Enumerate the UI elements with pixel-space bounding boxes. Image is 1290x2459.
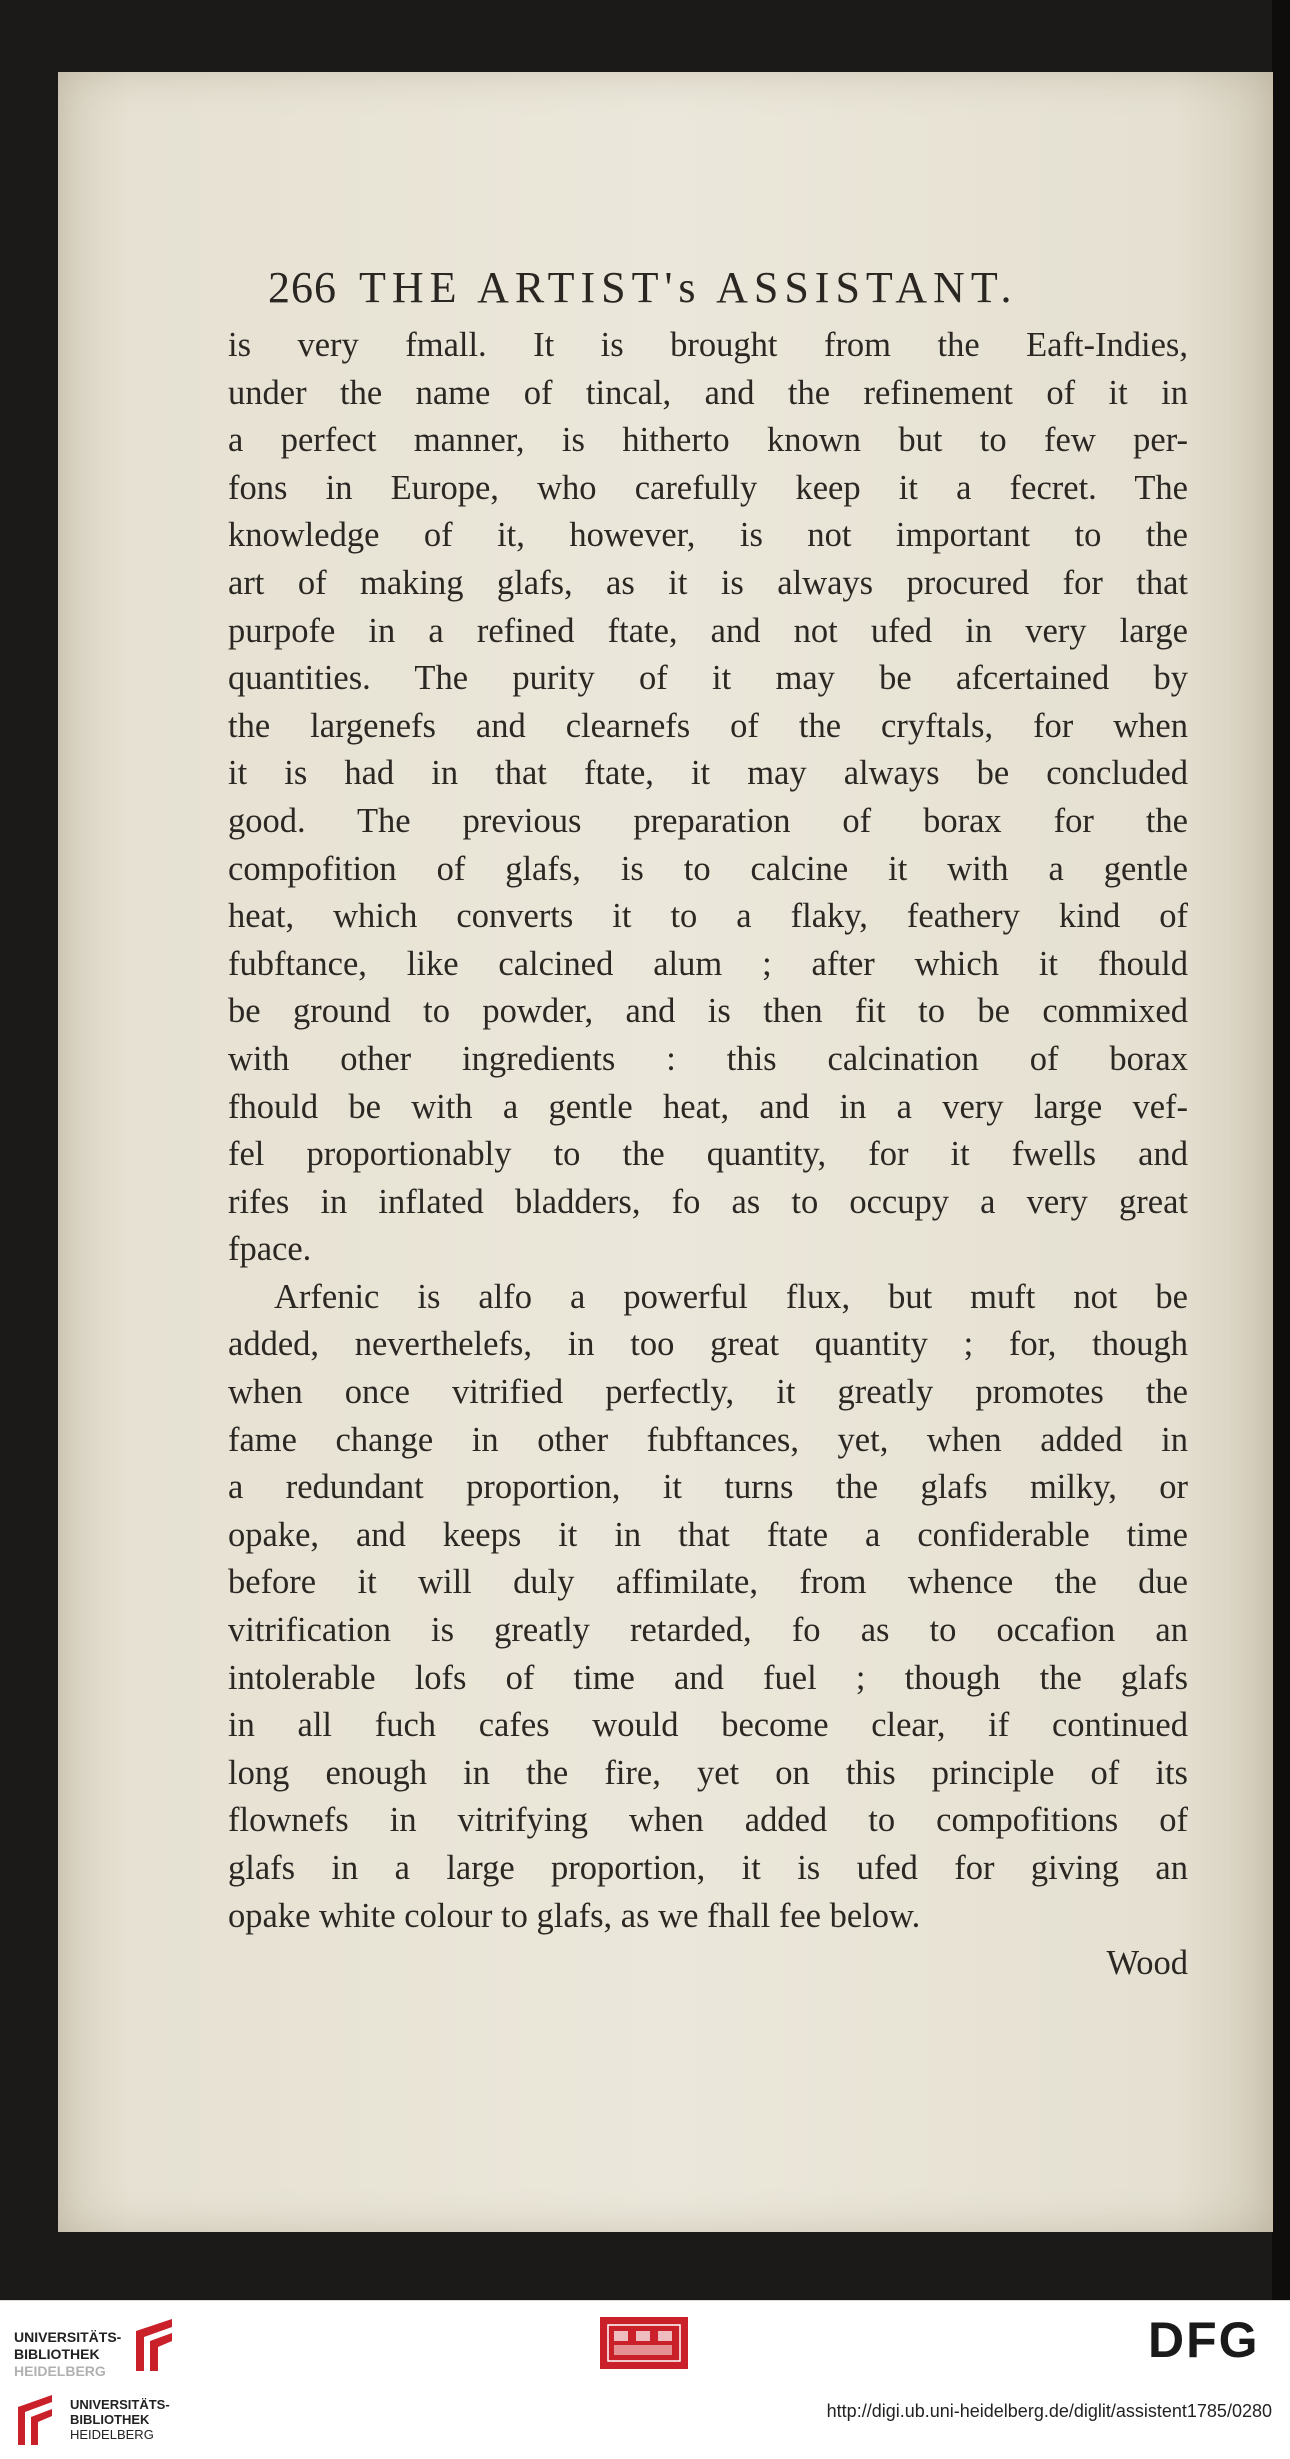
logo-line: BIBLIOTHEK [70, 2412, 150, 2427]
catchword: Wood [1106, 1944, 1188, 1983]
text-line: opake white colour to glafs, as we fhall fee below. [228, 1896, 921, 1935]
text-line: when once vitrified perfectly, it greatly promotes the [228, 1373, 1188, 1412]
page-url[interactable]: http://digi.ub.uni-heidelberg.de/diglit/assistent1785/0280 [826, 2401, 1272, 2421]
logo-line: BIBLIOTHEK [14, 2346, 100, 2362]
running-head-title: THE ARTIST's ASSISTANT. [359, 263, 1018, 312]
text-line: knowledge of it, however, is not important to the [228, 516, 1188, 555]
text-line: it is had in that ftate, it may always be concluded [228, 754, 1188, 793]
scan-edge [1272, 0, 1290, 2300]
page-number: 266 [268, 263, 337, 312]
text-line: fons in Europe, who carefully keep it a fecret. The [228, 468, 1188, 507]
text-line: added, neverthelefs, in too great quantity ; for, though [228, 1325, 1188, 1364]
logo-line: HEIDELBERG [14, 2363, 106, 2379]
text-line: fel proportionably to the quantity, for it fwells and [228, 1135, 1188, 1174]
text-line: fubftance, like calcined alum ; after which it fhould [228, 944, 1188, 983]
text-line: a redundant proportion, it turns the glafs milky, or [228, 1468, 1188, 1507]
text-line: a perfect manner, is hitherto known but to few per- [228, 421, 1188, 460]
library-mark-icon [14, 2391, 60, 2447]
dfg-logo[interactable]: DFG [1148, 2312, 1260, 2368]
logo-line: HEIDELBERG [70, 2427, 154, 2442]
text-line: with other ingredients : this calcination of borax [228, 1039, 1188, 1078]
text-line: intolerable lofs of time and fuel ; though the glafs [228, 1658, 1188, 1697]
library-logo[interactable] [14, 2315, 184, 2381]
library-logo-secondary[interactable] [14, 2391, 184, 2451]
text-line: the largenefs and clearnefs of the cryftals, for when [228, 706, 1188, 745]
badge-pattern-icon [606, 2323, 682, 2363]
viewer-footer [0, 2300, 1290, 2459]
text-line: is very fmall. It is brought from the Eaft-Indies, [228, 326, 1188, 364]
text-line: opake, and keeps it in that ftate a confiderable time [228, 1515, 1188, 1554]
text-line: good. The previous preparation of borax for the [228, 801, 1188, 840]
logo-line: UNIVERSITÄTS- [70, 2397, 170, 2412]
body-text [228, 322, 1188, 1988]
text-line: art of making glafs, as it is always procured for that [228, 563, 1188, 602]
text-line: be ground to powder, and is then fit to be commixed [228, 992, 1188, 1031]
library-mark-icon [132, 2315, 178, 2375]
text-line: before it will duly affimilate, from whence the due [228, 1563, 1188, 1602]
digitization-badge[interactable] [600, 2317, 688, 2369]
text-line: fpace. [228, 1230, 312, 1269]
text-line: heat, which converts it to a flaky, feathery kind of [228, 897, 1188, 936]
text-line: under the name of tincal, and the refinement of it in [228, 373, 1188, 412]
text-line: in all fuch cafes would become clear, if continued [228, 1706, 1188, 1745]
text-line: flownefs in vitrifying when added to compofitions of [228, 1801, 1188, 1840]
text-line: quantities. The purity of it may be afcertained by [228, 659, 1188, 698]
text-line: Arfenic is alfo a powerful flux, but muft not be [274, 1277, 1188, 1316]
text-line: fame change in other fubftances, yet, when added in [228, 1420, 1188, 1459]
running-header [268, 262, 1148, 313]
logo-line: UNIVERSITÄTS- [14, 2329, 122, 2345]
text-line: rifes in inflated bladders, fo as to occupy a very great [228, 1182, 1188, 1221]
text-line: compofition of glafs, is to calcine it with a gentle [228, 849, 1188, 888]
text-line: vitrification is greatly retarded, fo as to occafion an [228, 1611, 1188, 1650]
text-line: long enough in the fire, yet on this principle of its [228, 1753, 1188, 1792]
text-line: glafs in a large proportion, it is ufed for giving an [228, 1849, 1188, 1887]
text-line: fhould be with a gentle heat, and in a very large vef- [228, 1087, 1188, 1126]
text-line: purpofe in a refined ftate, and not ufed in very large [228, 611, 1188, 650]
